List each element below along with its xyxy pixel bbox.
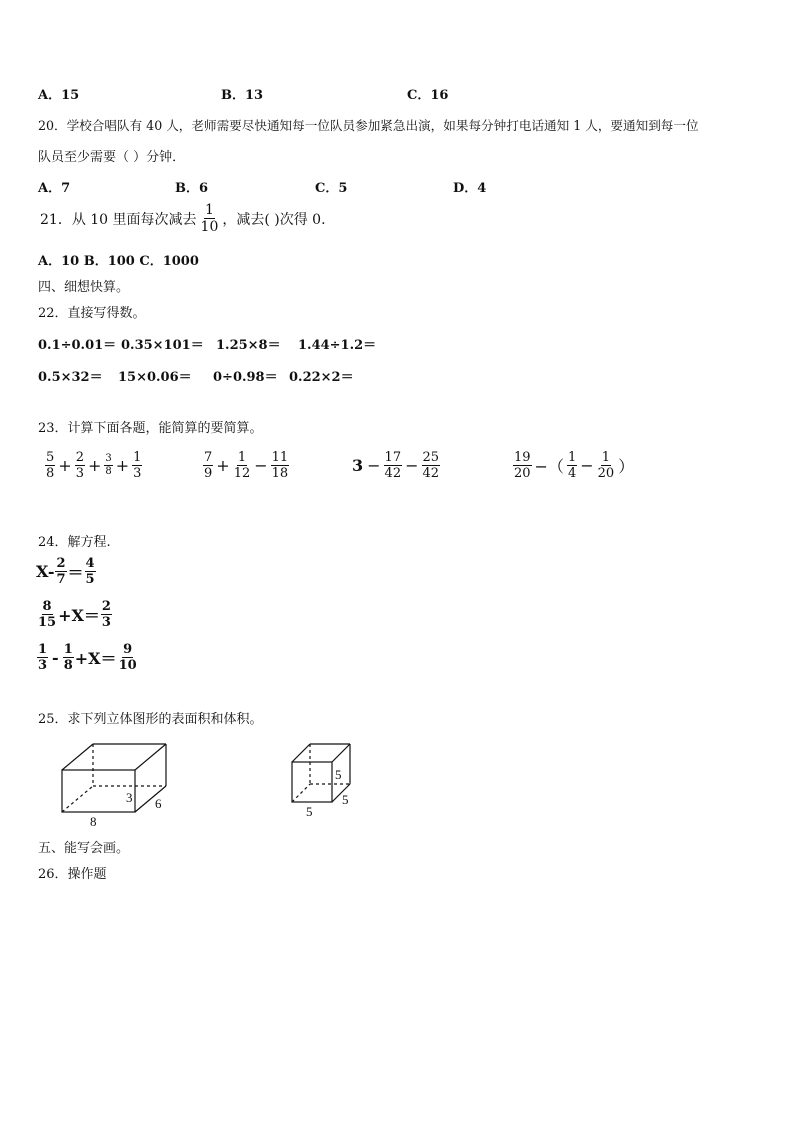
cuboid-height-label: 3: [126, 790, 133, 805]
section-5-heading: 五、能写会画。: [38, 841, 130, 856]
q21-fraction: $\frac{1}{10}$: [200, 202, 219, 235]
q21-options: A．10 B．100 C．1000: [38, 254, 199, 269]
q19-option-a: A．15: [38, 88, 80, 103]
q22-item: 0.1÷0.01＝: [38, 338, 117, 353]
cuboid-length-label: 8: [90, 814, 97, 829]
q22-item: 0÷0.98＝: [213, 370, 278, 385]
cube-figure: [285, 738, 365, 820]
q21-suffix: ，减去( )次得 0.: [222, 211, 326, 228]
q22-item: 0.22×2＝: [289, 370, 354, 385]
cuboid-figure: [55, 738, 190, 830]
q22-item: 1.25×8＝: [216, 338, 281, 353]
q21-question: [38, 203, 328, 234]
q21-prefix: 21．从 10 里面每次减去: [40, 211, 197, 228]
cube-edge-label: 5: [342, 792, 349, 807]
cube-edge-label: 5: [306, 804, 313, 819]
q24-equation-1: X- $\frac{2}{7}$ ＝ $\frac{4}{5}$: [36, 556, 95, 587]
q24-equation-2: $\frac{8}{15}$ +X＝ $\frac{2}{3}$: [38, 599, 111, 630]
q23-expression-2: $\frac{7}{9}$ + $\frac{1}{12}$ − $\frac{11}{18}$: [204, 450, 289, 481]
q24-title: 24．解方程.: [38, 535, 111, 550]
q22-item: 0.5×32＝: [38, 370, 103, 385]
q22-item: 1.44÷1.2＝: [298, 338, 377, 353]
cuboid-width-label: 6: [155, 796, 162, 811]
q20-option-c: C．5: [315, 181, 348, 196]
q24-equation-3: $\frac{1}{3}$ - $\frac{1}{8}$ +X＝ $\frac{9}{10}$: [38, 642, 137, 673]
q26-title: 26．操作题: [38, 867, 107, 882]
q23-title: 23．计算下面各题，能简算的要简算。: [38, 421, 263, 436]
q20-option-b: B．6: [175, 181, 209, 196]
q22-item: 0.35×101＝: [121, 338, 204, 353]
cube-edge-label: 5: [335, 767, 342, 782]
q22-title: 22．直接写得数。: [38, 306, 146, 321]
q22-item: 15×0.06＝: [118, 370, 192, 385]
section-4-heading: 四、细想快算。: [38, 280, 130, 295]
q20-option-a: A．7: [38, 181, 71, 196]
q20-question-line1: 20．学校合唱队有 40 人，老师需要尽快通知每一位队员参加紧急出演，如果每分钟打电话通知 1 人，要通知到每一位: [38, 118, 699, 133]
q19-option-c: C．16: [407, 88, 449, 103]
q19-option-b: B．13: [221, 88, 264, 103]
q20-option-d: D．4: [453, 181, 487, 196]
q25-title: 25．求下列立体图形的表面积和体积。: [38, 712, 263, 727]
q20-question-line2: 队员至少需要（ ）分钟．: [38, 150, 186, 165]
q23-expression-3: 3 − $\frac{17}{42}$ − $\frac{25}{42}$: [352, 450, 440, 481]
q23-expression-4: $\frac{19}{20}$ −（ $\frac{1}{4}$ − $\frac{1}{20}$ ）: [514, 450, 635, 481]
q23-expression-1: $\frac{5}{8}$ + $\frac{2}{3}$ + $\frac{3}{8}$ + $\frac{1}{3}$: [46, 450, 142, 481]
